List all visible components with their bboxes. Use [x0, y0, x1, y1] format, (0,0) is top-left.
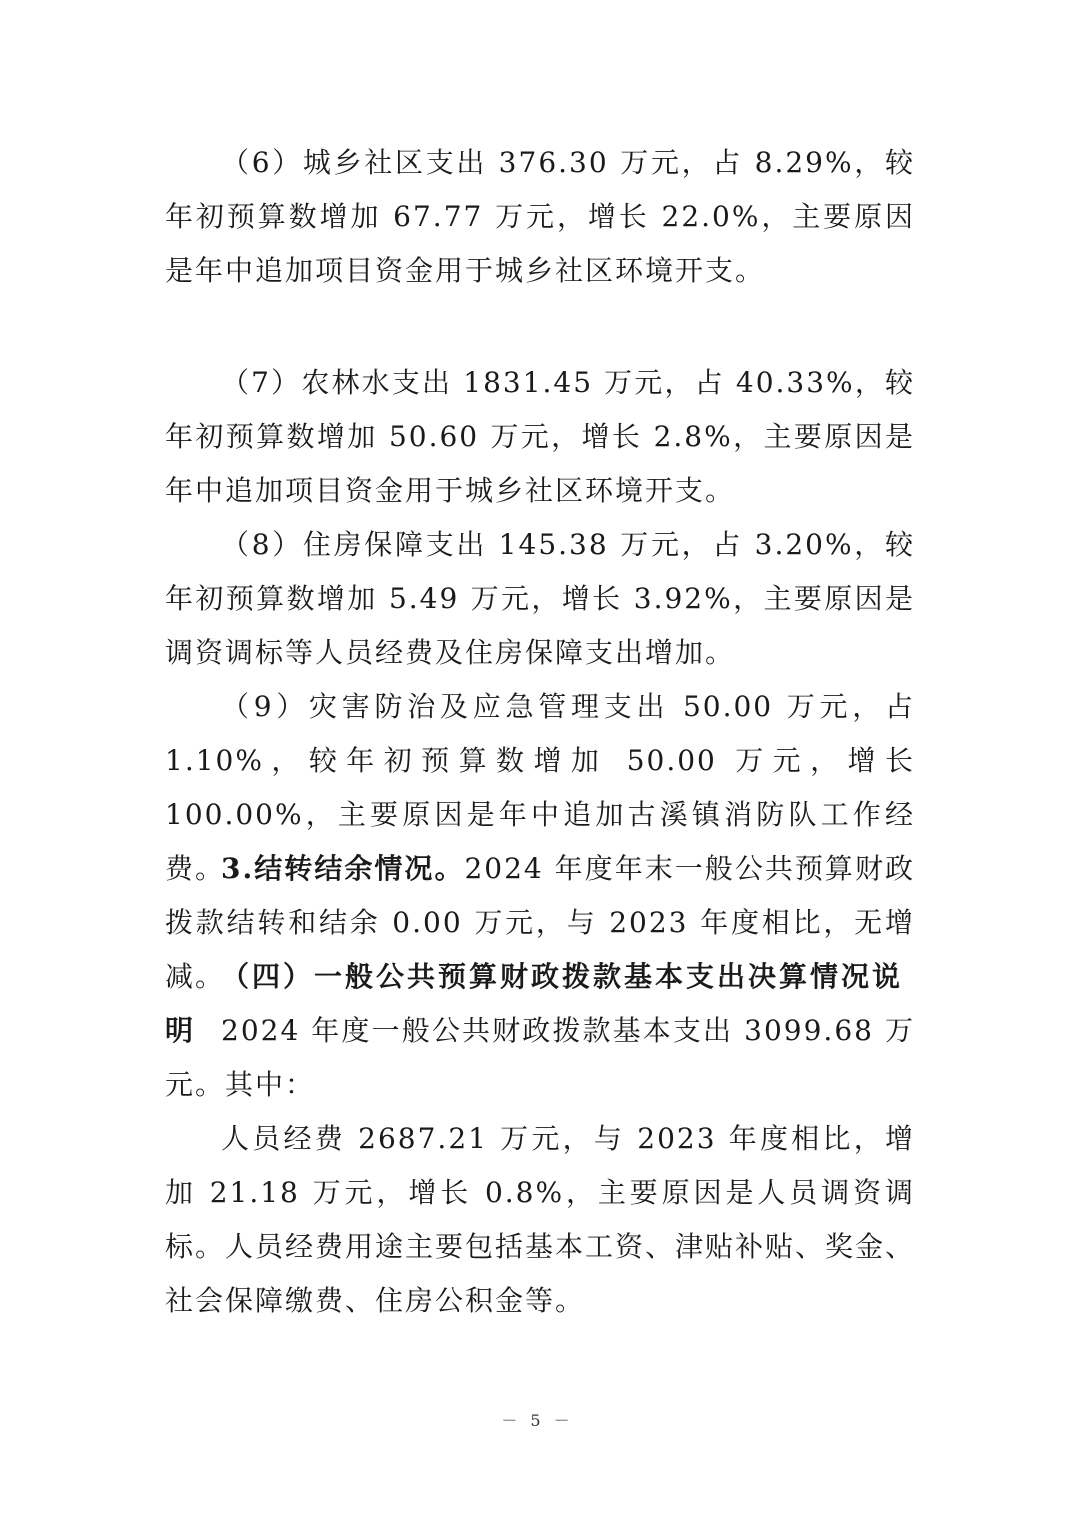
paragraph-housing-security: （8）住房保障支出 145.38 万元，占 3.20%，较年初预算数增加 5.49 万元，增长 3.92%，主要原因是调资调标等人员经费及住房保障支出增加。 [165, 528, 915, 669]
paragraph-agriculture-forestry-water: （7）农林水支出 1831.45 万元，占 40.33%，较年初预算数增加 50.60 万元，增长 2.8%，主要原因是年中追加项目资金用于城乡社区环境开支。 [165, 366, 915, 507]
paragraph-personnel-expenses: 人员经费 2687.21 万元，与 2023 年度相比，增加 21.18 万元，增长 0.8%，主要原因是人员调资调标。人员经费用途主要包括基本工资、津贴补贴、奖金、社会保障缴费、住房公积金等。 [165, 1122, 916, 1317]
carryover-body: 2024 年度年末一般公共预算财政拨款结转和结余 0.00 万元，与 2023 年度相比，无增减。 [165, 852, 915, 993]
section-heading-basic-expenditure: （四）一般公共预算财政拨款基本支出决算情况说明 [165, 960, 904, 1047]
paragraph-basic-expenditure-total: 2024 年度一般公共财政拨款基本支出 3099.68 万元。其中： [165, 1014, 915, 1101]
page-number: － 5 － [501, 1411, 574, 1430]
paragraph-urban-rural-community: （6）城乡社区支出 376.30 万元，占 8.29%，较年初预算数增加 67.77 万元，增长 22.0%，主要原因是年中追加项目资金用于城乡社区环境开支。 [165, 146, 915, 287]
carryover-title: 3.结转结余情况。 [221, 852, 465, 885]
paragraph-disaster-prevention: （9）灾害防治及应急管理支出 50.00 万元，占 1.10%，较年初预算数增加 50.00 万元，增长 100.00%，主要原因是年中追加古溪镇消防队工作经费。 [165, 690, 915, 885]
